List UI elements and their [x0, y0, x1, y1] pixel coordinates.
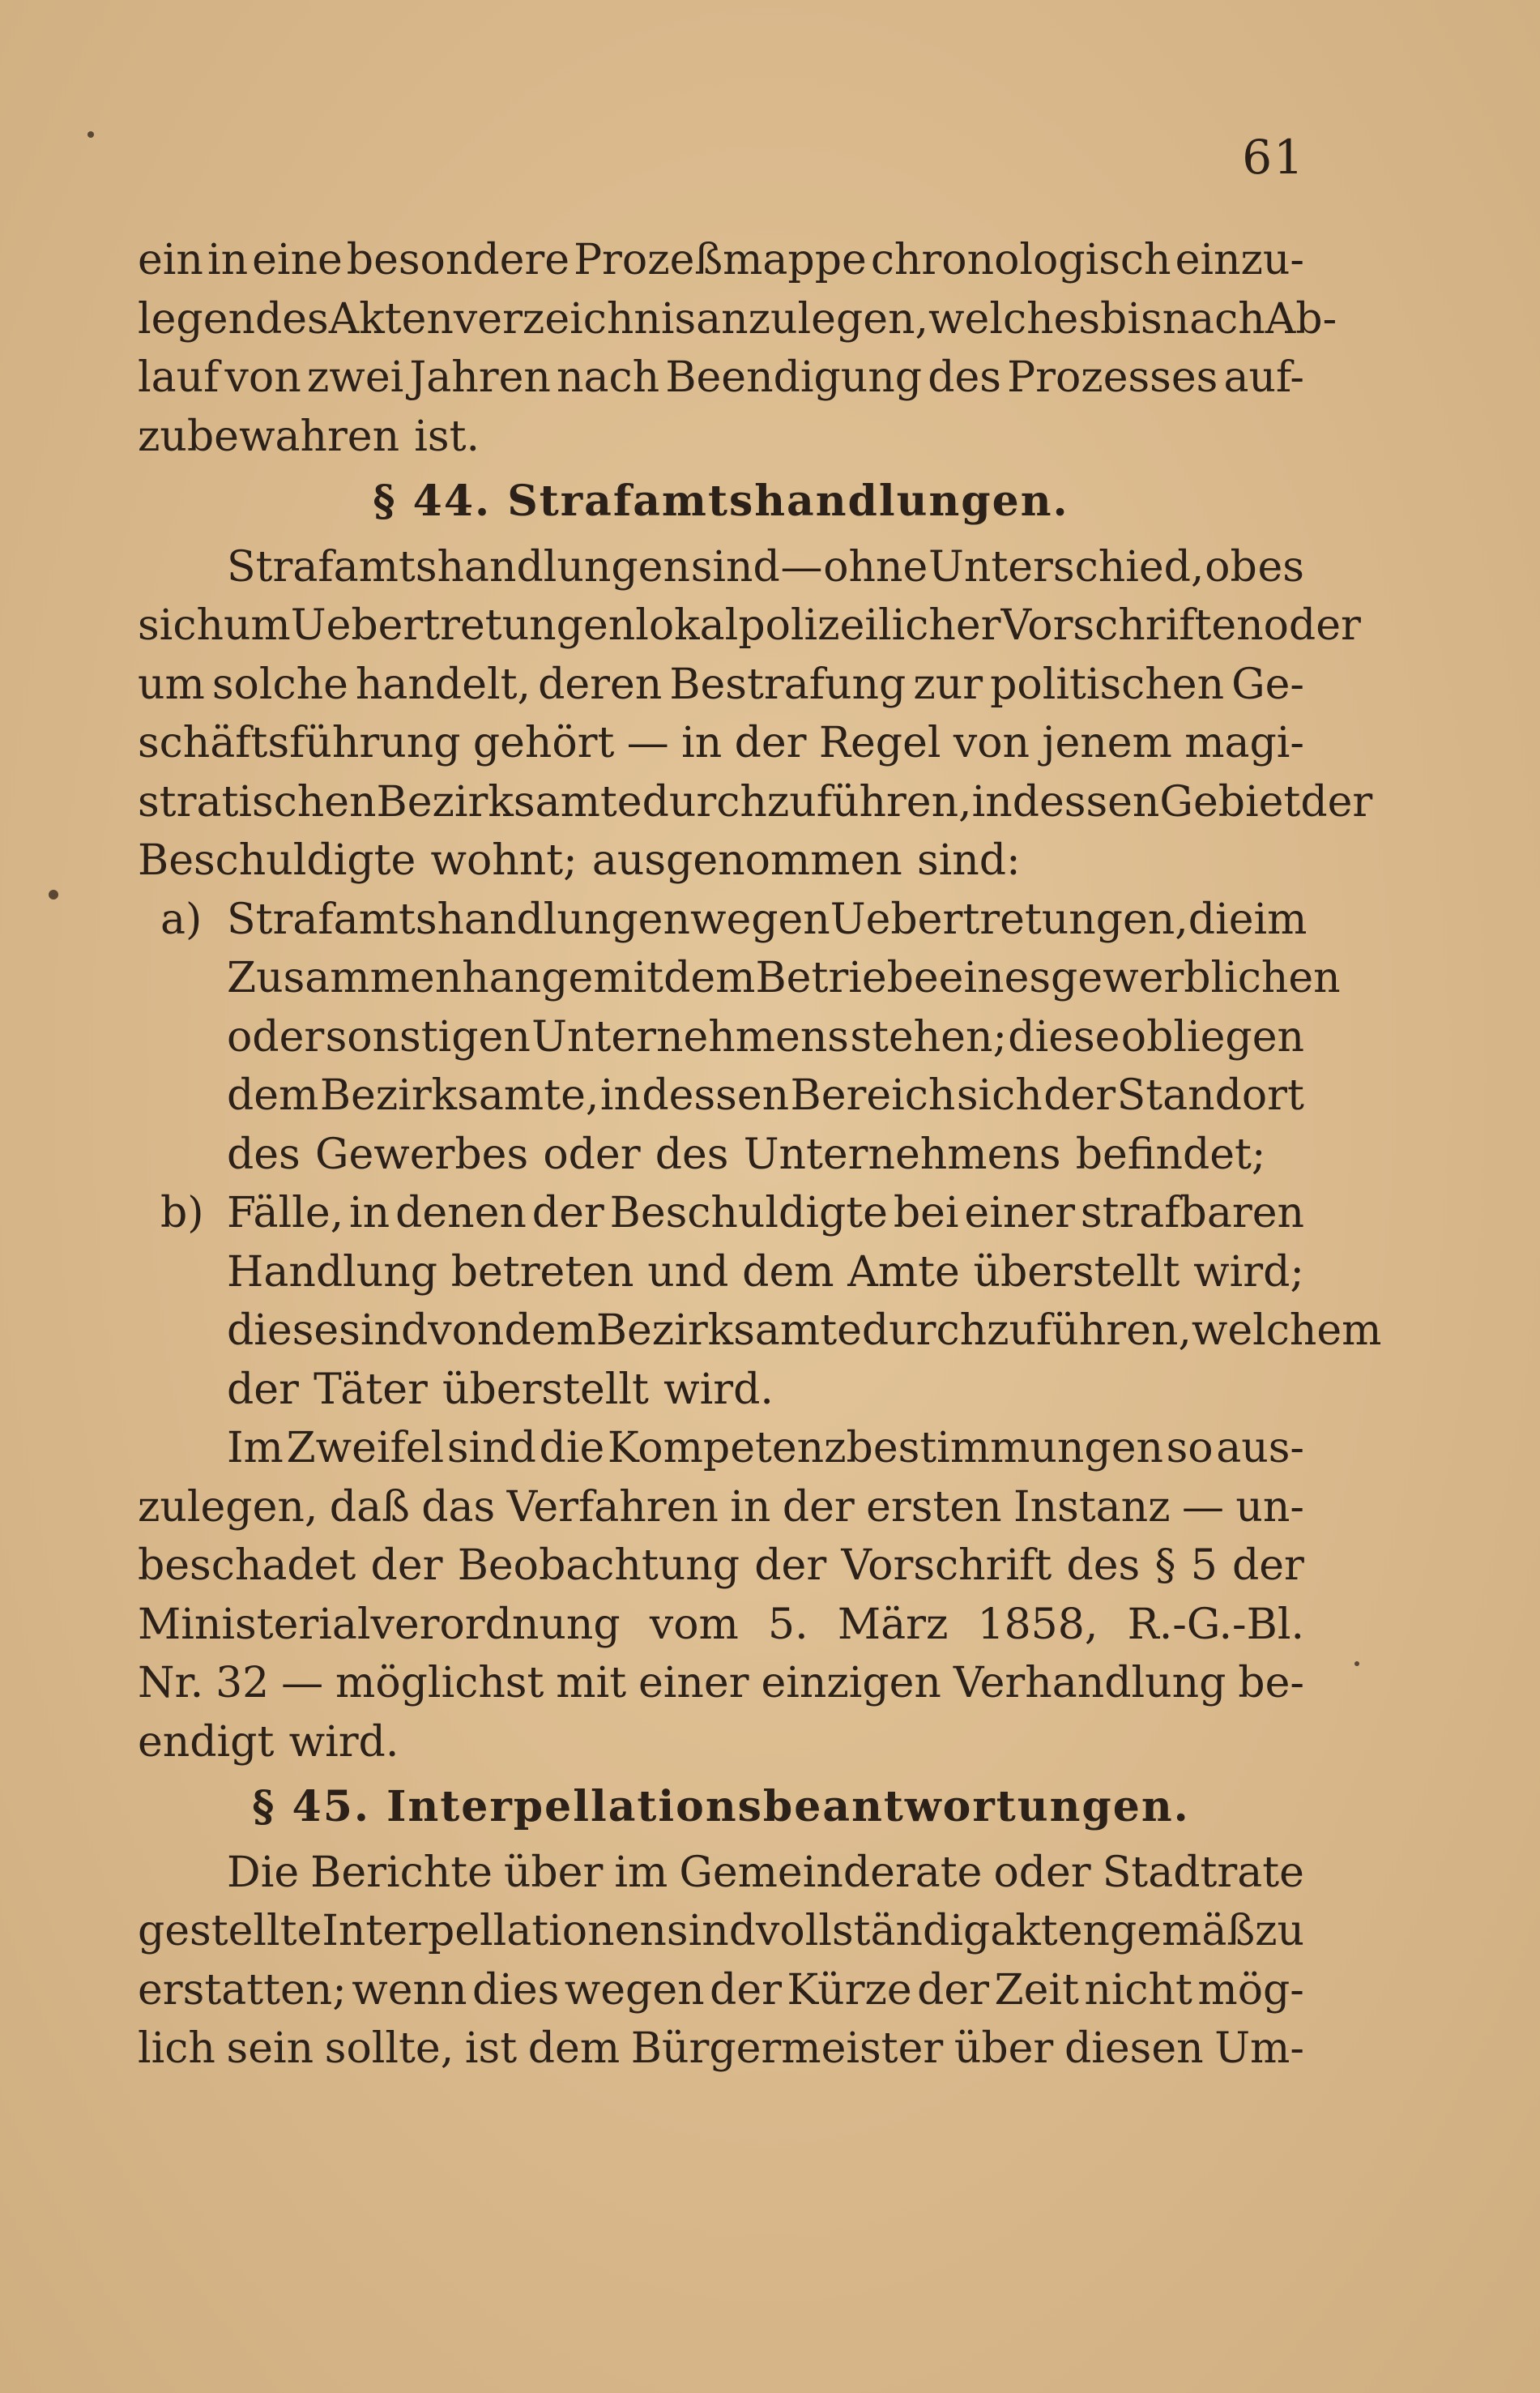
word: eines [938, 954, 1052, 1002]
section-44-intro [138, 538, 1373, 891]
word: so [1166, 1424, 1214, 1472]
word: Bezirksamte [376, 777, 642, 827]
word: einzu- [1175, 236, 1304, 284]
word: im [1253, 895, 1308, 944]
word: sein [226, 2024, 314, 2073]
word: in [599, 1071, 641, 1120]
section-44-closing [138, 1419, 1304, 1771]
text-line [227, 1361, 1304, 1420]
word: über [953, 2024, 1054, 2073]
word: Vorschrift [841, 1541, 1052, 1590]
word: und [647, 1247, 729, 1297]
word: wenn [352, 1965, 467, 2015]
word: solche [211, 660, 348, 709]
word: — [626, 719, 669, 767]
word: welches [928, 294, 1101, 344]
list-item-a [138, 891, 1341, 1185]
word: jenem [1042, 719, 1172, 767]
text-line [138, 2019, 1304, 2079]
word: ersten [866, 1482, 1002, 1532]
word: befindet; [1075, 1130, 1266, 1179]
word: oder [227, 1012, 325, 1062]
word: Um- [1214, 2024, 1304, 2073]
text-line [138, 290, 1337, 349]
text-line [138, 1902, 1304, 1961]
word: Bestrafung [669, 660, 907, 709]
word: nach [1162, 294, 1265, 344]
word: Die [227, 1848, 300, 1897]
word: Zeit [994, 1965, 1079, 2015]
word: Stadtrate [1102, 1848, 1304, 1897]
word: Uebertretungen, [830, 895, 1188, 944]
text-line [227, 1126, 1304, 1185]
word: der [710, 1965, 782, 2015]
word: un- [1235, 1482, 1304, 1532]
word: von [224, 353, 301, 402]
word: aus- [1216, 1424, 1304, 1472]
word: einzigen [761, 1659, 941, 1707]
word: wohnt; [430, 836, 578, 885]
text-line [138, 1844, 1304, 1903]
word: Unterschied, [928, 542, 1205, 592]
word: der [1043, 1071, 1116, 1120]
word: legendes [138, 294, 329, 344]
word: deren [538, 660, 663, 709]
word: Kompetenzbestimmungen [607, 1424, 1163, 1472]
word: Beschuldigte [138, 836, 416, 885]
word: erstatten; [138, 1965, 347, 2015]
word: Beobachtung [457, 1541, 740, 1590]
text-line [138, 1654, 1304, 1713]
word: sind [339, 1306, 429, 1355]
word: Bereich [790, 1071, 956, 1120]
word: in [730, 1482, 771, 1532]
word: in [681, 719, 723, 767]
word: Unternehmens [531, 1012, 849, 1062]
word: Vorschriften [1000, 601, 1264, 650]
word: § [1154, 1541, 1176, 1590]
word: Bürgermeister [630, 2024, 944, 2073]
word: oder [543, 1130, 641, 1179]
word: der [531, 1189, 604, 1237]
word: dem [504, 1306, 596, 1355]
ink-speck [49, 890, 58, 900]
word: möglichst [335, 1659, 544, 1707]
word: der [917, 1965, 989, 2015]
word: obliegen [1120, 1012, 1304, 1062]
word: oder [1263, 601, 1361, 650]
word: anzulegen, [696, 294, 929, 344]
word: dessen [1012, 777, 1160, 827]
word: dem [227, 1071, 319, 1120]
word: wegen [564, 1965, 705, 2015]
word: sich [138, 601, 224, 650]
text-line [227, 1008, 1304, 1067]
word: Betriebe [755, 954, 939, 1002]
word: diese [1008, 1012, 1120, 1062]
word: diese [227, 1306, 339, 1355]
word: handelt, [355, 660, 531, 709]
word: überstellt [442, 1365, 649, 1414]
word: Verfahren [506, 1482, 719, 1532]
word: Gewerbes [314, 1130, 529, 1179]
word: dem [742, 1247, 834, 1297]
word: Gebiet [1159, 777, 1301, 827]
text-line [227, 1243, 1304, 1302]
word: magi- [1184, 719, 1304, 767]
word: das [421, 1482, 496, 1532]
word: Bezirksamte, [319, 1071, 599, 1120]
word: wird. [288, 1717, 399, 1767]
word: in [971, 777, 1013, 827]
word: welchem [1191, 1306, 1382, 1355]
word: des [655, 1130, 729, 1179]
word: in [349, 1189, 390, 1237]
word: Handlung [227, 1247, 438, 1297]
word: — [281, 1659, 324, 1707]
word: Gemeinderate [679, 1848, 983, 1897]
text-line [227, 891, 1308, 950]
text-line [138, 596, 1361, 656]
word: Amte [847, 1247, 960, 1297]
word: 1858, [977, 1600, 1098, 1649]
word: 5. [768, 1600, 808, 1649]
word: vollständig [756, 1907, 991, 1955]
text-line [138, 1478, 1304, 1537]
text-line [138, 1713, 1304, 1772]
word: einer [964, 1189, 1075, 1237]
word: die [539, 1424, 605, 1472]
word: chronologisch [870, 236, 1171, 284]
word: besondere [346, 236, 570, 284]
word: lauf [138, 353, 220, 402]
word: schäftsführung [138, 719, 461, 767]
word: Beendigung [665, 353, 923, 402]
word: Zweifel [286, 1424, 445, 1472]
word: Prozesses [1007, 353, 1218, 402]
word: Nr. [138, 1659, 204, 1707]
word: lich [138, 2024, 215, 2073]
text-line [227, 1066, 1304, 1126]
word: wird; [1193, 1247, 1304, 1297]
word: mit [556, 1659, 627, 1707]
word: Ge- [1231, 660, 1304, 709]
word: zulegen, [138, 1482, 318, 1532]
word: um [223, 601, 291, 650]
word: in [207, 236, 249, 284]
word: bis [1100, 294, 1162, 344]
word: auf- [1223, 353, 1304, 402]
text-line [138, 714, 1304, 773]
section-45-body [138, 1844, 1304, 2079]
word: — [1181, 1482, 1224, 1532]
word: nicht [1084, 1965, 1192, 2015]
word: der [1300, 777, 1373, 827]
text-line [227, 1184, 1304, 1243]
word: daß [329, 1482, 410, 1532]
word: Kürze [787, 1965, 912, 2015]
section-45-heading: § 45. Interpellationsbeantwortungen. [252, 1782, 1190, 1831]
word: dem [527, 2024, 621, 2073]
word: Standort [1116, 1071, 1304, 1120]
word: zur [913, 660, 983, 709]
word: über [503, 1848, 604, 1897]
word: betreten [450, 1247, 634, 1297]
word: Regel [818, 719, 941, 767]
list-label: b) [160, 1189, 204, 1237]
word: wird. [663, 1365, 774, 1414]
word: die [1188, 895, 1254, 944]
word: der [734, 719, 807, 767]
word: stratischen [138, 777, 377, 827]
word: gewerblichen [1051, 954, 1341, 1002]
word: endigt [138, 1717, 275, 1767]
word: Im [227, 1424, 284, 1472]
word: Verhandlung [953, 1659, 1226, 1707]
word: sollte, [324, 2024, 454, 2073]
word: oder [993, 1848, 1091, 1897]
word: ist. [414, 412, 480, 461]
word: Strafamtshandlungen [227, 895, 690, 944]
word: diesen [1064, 2024, 1204, 2073]
word: denen [395, 1189, 527, 1237]
word: sind [666, 1907, 756, 1955]
word: des [928, 353, 1001, 402]
text-line [138, 1961, 1304, 2020]
word: Fälle, [227, 1189, 344, 1237]
word: Strafamtshandlungen [227, 542, 690, 592]
word: wegen [689, 895, 830, 944]
word: Beschuldigte [609, 1189, 888, 1237]
word: sich [956, 1071, 1043, 1120]
word: ohne [823, 542, 928, 592]
text-line [138, 348, 1304, 408]
word: sind [690, 542, 780, 592]
word: Ab- [1265, 294, 1337, 344]
text-line [138, 231, 1304, 290]
word: beschadet [138, 1541, 356, 1590]
word: dies [471, 1965, 560, 2015]
text-line [138, 1419, 1304, 1478]
word: der [754, 1541, 827, 1590]
word: mit [593, 954, 664, 1002]
document-body [138, 231, 1382, 2079]
text-line [138, 1596, 1304, 1655]
word: von [953, 719, 1030, 767]
text-line [227, 949, 1341, 1008]
word: Aktenverzeichnis [328, 294, 697, 344]
section-44-heading: § 44. Strafamtshandlungen. [373, 476, 1069, 526]
word: der [227, 1365, 299, 1414]
word: gehört [472, 719, 615, 767]
text-line [138, 538, 1304, 597]
word: dem [663, 954, 756, 1002]
word: es [1257, 542, 1304, 592]
word: nach [557, 353, 660, 402]
text-line [138, 1536, 1304, 1596]
word: ob [1205, 542, 1257, 592]
word: Prozeßmappe [574, 236, 867, 284]
word: Uebertretungen [290, 601, 636, 650]
text-line [138, 408, 1304, 467]
word: Ministerialverordnung [138, 1600, 621, 1649]
word: Unternehmens [743, 1130, 1061, 1179]
word: überstellt [973, 1247, 1180, 1297]
word: vom [649, 1600, 739, 1649]
word: 32 [215, 1659, 270, 1707]
word: Täter [314, 1365, 428, 1414]
word: mög- [1197, 1965, 1304, 2015]
word: Interpellationen [322, 1907, 667, 1955]
word: von [428, 1306, 505, 1355]
text-line [138, 831, 1304, 891]
word: der [370, 1541, 443, 1590]
word: Instanz [1013, 1482, 1171, 1532]
word: zubewahren [138, 412, 400, 461]
word: um [138, 660, 205, 709]
word: lokalpolizeilicher [635, 601, 1001, 650]
word: durchzuführen, [861, 1306, 1192, 1355]
word: zu [1255, 1907, 1304, 1955]
text-line [138, 773, 1373, 832]
word: März [837, 1600, 949, 1649]
word: der [1232, 1541, 1304, 1590]
word: eine [252, 236, 343, 284]
word: ein [138, 236, 203, 284]
page-number: 61 [1242, 130, 1305, 185]
word: im [614, 1848, 668, 1897]
word: strafbaren [1080, 1189, 1304, 1237]
word: politischen [990, 660, 1225, 709]
paragraph-continuation [138, 231, 1337, 466]
word: einer [638, 1659, 749, 1707]
word: Zusammenhange [227, 954, 594, 1002]
word: be- [1238, 1659, 1304, 1707]
word: Bezirksamte [595, 1306, 862, 1355]
ink-speck [1354, 1661, 1359, 1666]
word: durchzuführen, [642, 777, 972, 827]
word: ist [464, 2024, 518, 2073]
word: sind: [916, 836, 1021, 885]
word: 5 [1190, 1541, 1218, 1590]
word: sonstigen [325, 1012, 531, 1062]
word: — [780, 542, 823, 592]
word: bei [893, 1189, 959, 1237]
word: des [227, 1130, 301, 1179]
word: gestellte [138, 1907, 322, 1955]
list-label: a) [160, 895, 203, 944]
list-item-b [138, 1184, 1382, 1419]
word: aktengemäß [990, 1907, 1256, 1955]
word: R.-G.-Bl. [1127, 1600, 1304, 1649]
text-line [138, 656, 1304, 715]
word: zwei [306, 353, 404, 402]
word: stehen; [850, 1012, 1007, 1062]
word: Jahren [409, 353, 551, 402]
word: Berichte [310, 1848, 493, 1897]
word: des [1066, 1541, 1141, 1590]
word: ausgenommen [591, 836, 902, 885]
text-line [227, 1301, 1382, 1361]
word: der [782, 1482, 855, 1532]
word: sind [446, 1424, 536, 1472]
ink-speck [87, 131, 94, 138]
word: dessen [642, 1071, 790, 1120]
